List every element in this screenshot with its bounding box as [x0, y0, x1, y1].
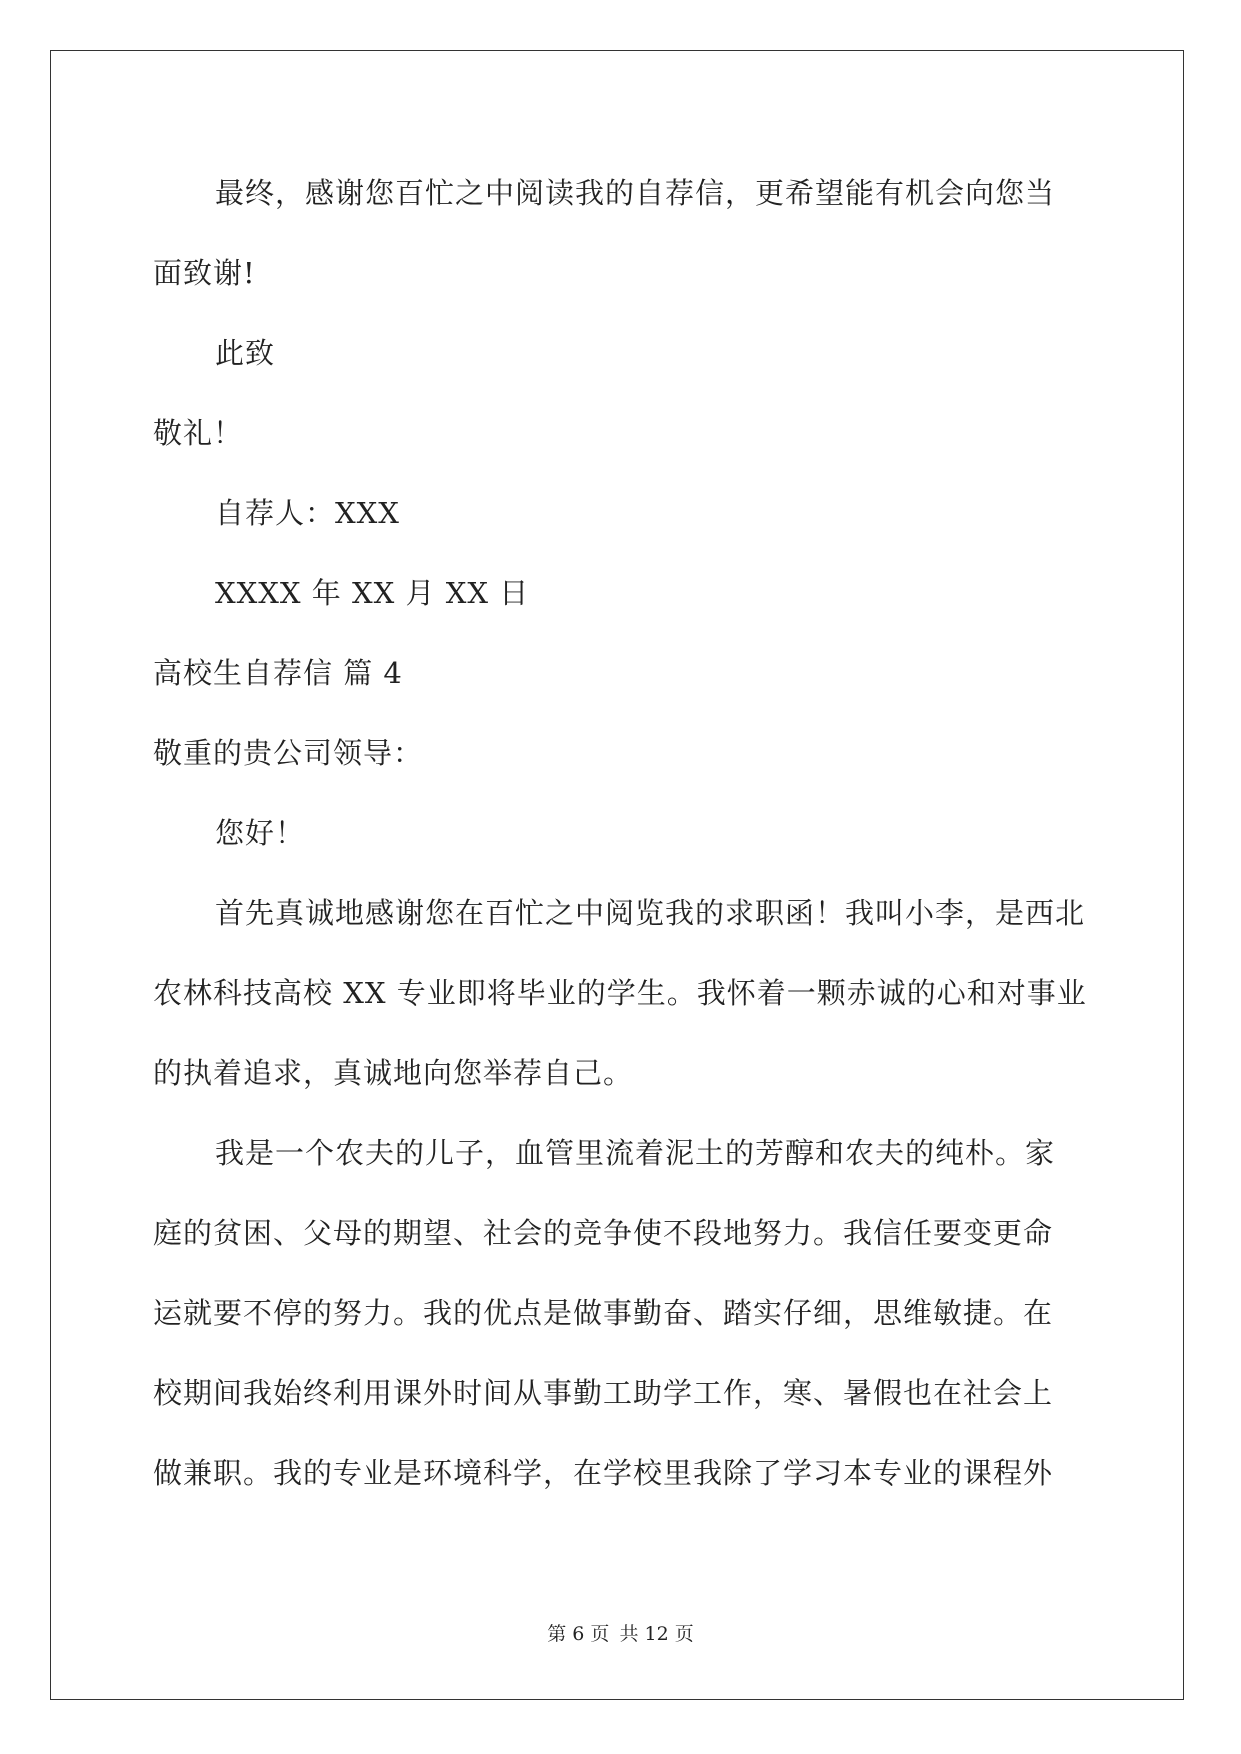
paragraph-line: 做兼职。我的专业是环境科学，在学校里我除了学习本专业的课程外	[153, 1456, 1054, 1490]
paragraph-line: 最终，感谢您百忙之中阅读我的自荐信，更希望能有机会向您当	[215, 176, 1056, 210]
greeting-line: 敬重的贵公司领导：	[153, 736, 424, 770]
paragraph-line: 首先真诚地感谢您在百忙之中阅览我的求职函！我叫小李，是西北	[215, 896, 1086, 930]
date-line: XXXX 年 XX 月 XX 日	[215, 576, 530, 610]
page-footer	[0, 1622, 1241, 1646]
greeting-line: 您好！	[215, 816, 306, 850]
paragraph-line: 的执着追求，真诚地向您举荐自己。	[153, 1056, 634, 1090]
page-total: 共 12 页	[619, 1623, 694, 1645]
signature-line: 自荐人：XXX	[215, 496, 400, 530]
paragraph-line: 庭的贫困、父母的期望、社会的竞争使不段地努力。我信任要变更命	[153, 1216, 1054, 1250]
paragraph-line: 我是一个农夫的儿子，血管里流着泥土的芳醇和农夫的纯朴。家	[215, 1136, 1056, 1170]
paragraph-line: 运就要不停的努力。我的优点是做事勤奋、踏实仔细，思维敏捷。在	[153, 1296, 1054, 1330]
page-number: 第 6 页	[547, 1623, 610, 1645]
paragraph-line: 农林科技高校 XX 专业即将毕业的学生。我怀着一颗赤诚的心和对事业	[153, 976, 1087, 1010]
paragraph-line: 校期间我始终利用课外时间从事勤工助学工作，寒、暑假也在社会上	[153, 1376, 1054, 1410]
paragraph-line: 面致谢!	[153, 256, 256, 290]
closing-regards: 敬礼！	[153, 416, 244, 450]
closing-salutation: 此致	[215, 336, 276, 370]
section-heading: 高校生自荐信 篇 4	[153, 656, 403, 690]
